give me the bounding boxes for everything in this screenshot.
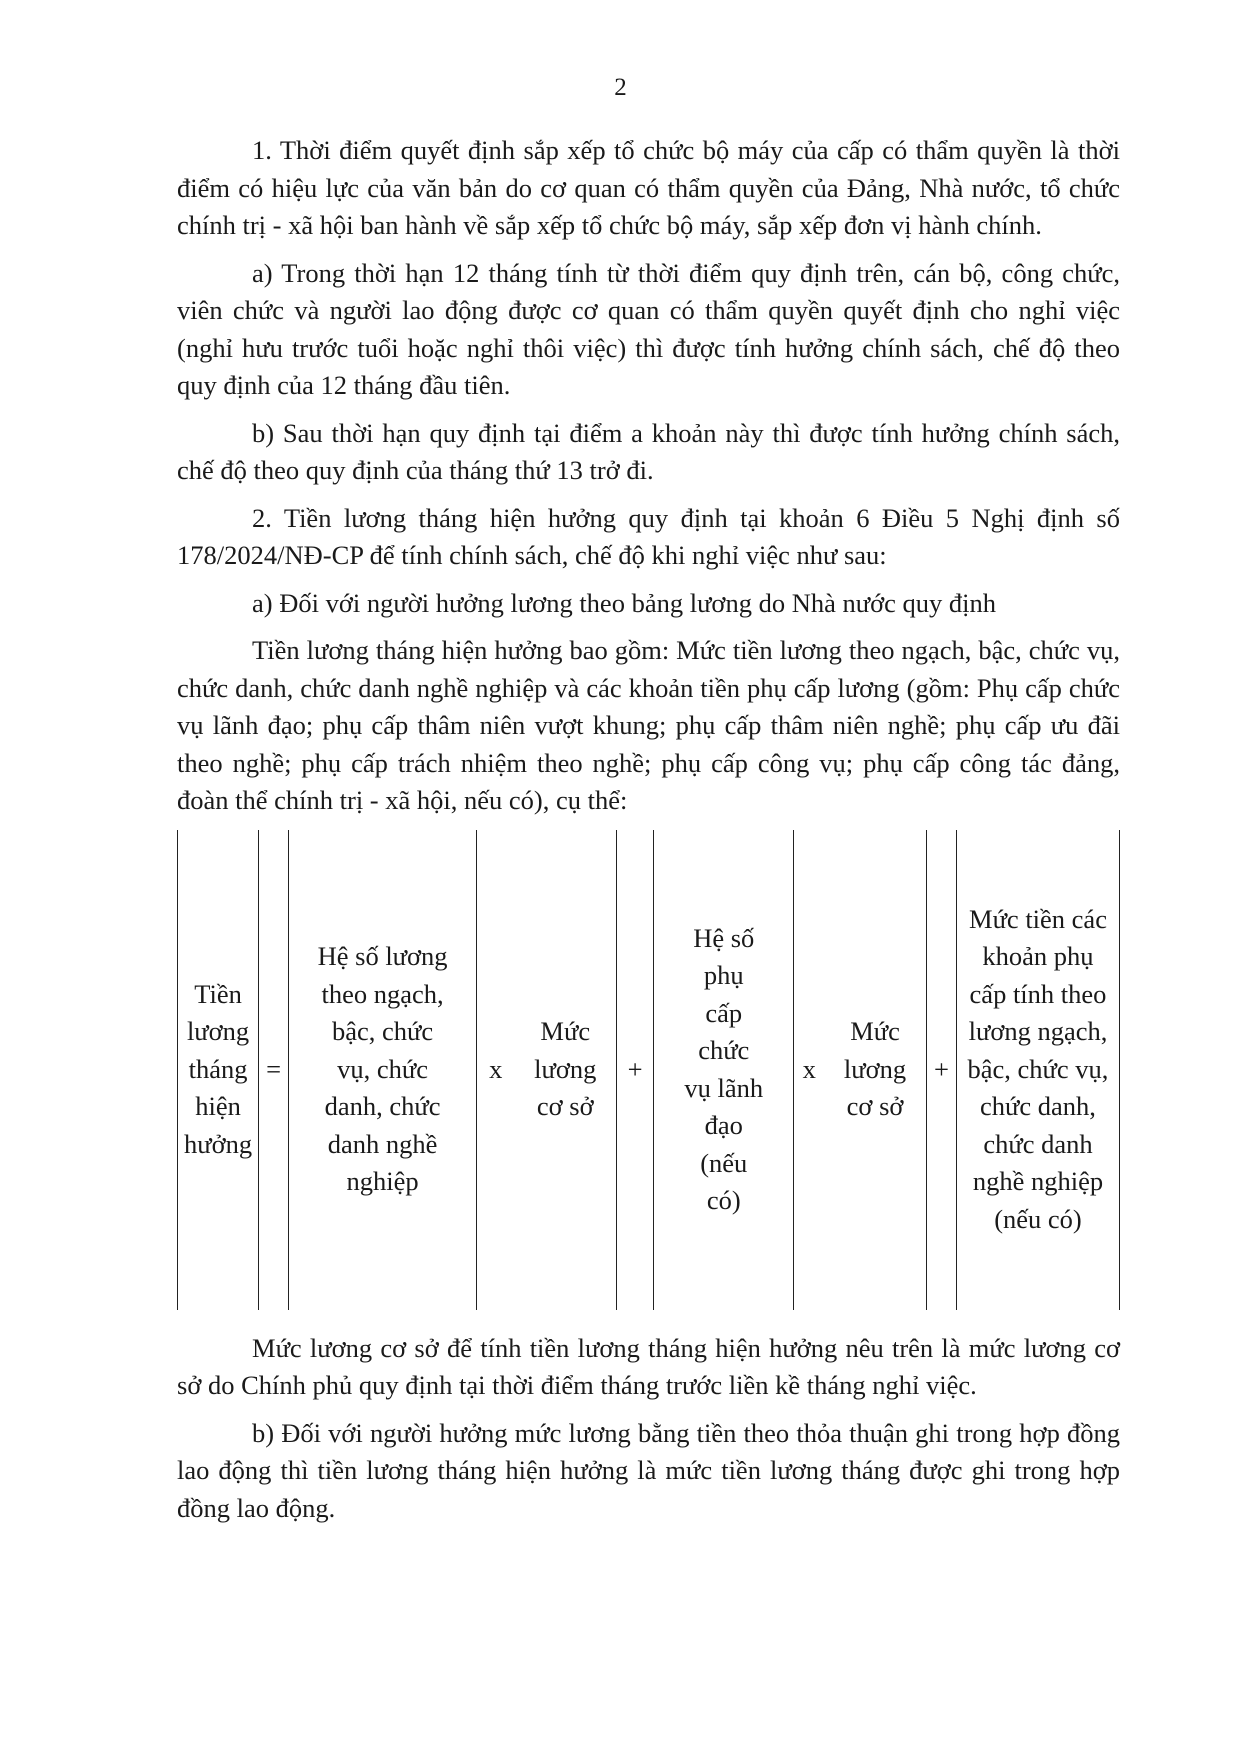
- paragraph-1: 1. Thời điểm quyết định sắp xếp tổ chức bộ máy của cấp có thẩm quyền là thời điểm có hiệu lực của văn bản do cơ quan có thẩm quyền của Đảng, Nhà nước, tổ chức chính trị - xã hội ban hành về sắp xếp tổ chức bộ máy, sắp xếp đơn vị hành chính.: [177, 135, 1120, 240]
- formula-coefficient-salary: Hệ số lương theo ngạch, bậc, chức vụ, chức danh, chức danh nghề nghiệp: [289, 830, 477, 1310]
- paragraph-1b: b) Sau thời hạn quy định tại điểm a khoản này thì được tính hưởng chính sách, chế độ theo quy định của tháng thứ 13 trở đi.: [177, 417, 1120, 485]
- formula-coefficient-allowance: Hệ số phụ cấp chức vụ lãnh đạo (nếu có): [654, 830, 794, 1310]
- formula-base-salary-2: Mức lương cơ sở: [824, 830, 927, 1310]
- paragraph-2: 2. Tiền lương tháng hiện hưởng quy định tại khoản 6 Điều 5 Nghị định số 178/2024/NĐ-CP để tính chính sách, chế độ khi nghỉ việc như sau:: [177, 502, 1120, 570]
- page-number: 2: [614, 74, 627, 101]
- formula-other-allowances: Mức tiền các khoản phụ cấp tính theo lương ngạch, bậc, chức vụ, chức danh, chức danh nghề nghiệp (nếu có): [957, 830, 1120, 1310]
- formula-times-2: x: [802, 1053, 816, 1084]
- paragraph-2a-description: Tiền lương tháng hiện hưởng bao gồm: Mức tiền lương theo ngạch, bậc, chức vụ, chức danh, chức danh nghề nghiệp và các khoản tiền phụ cấp lương (gồm: Phụ cấp chức vụ lãnh đạo; phụ cấp thâm niên vượt khung; phụ cấp thâm niên nghề; phụ cấp ưu đãi theo nghề; phụ cấp trách nhiệm theo nghề; phụ cấp công vụ; phụ cấp công tác đảng, đoàn thể chính trị - xã hội, nếu có), cụ thể:: [177, 635, 1120, 815]
- formula-result: Tiền lương tháng hiện hưởng: [178, 830, 259, 1310]
- paragraph-2a: a) Đối với người hưởng lương theo bảng lương do Nhà nước quy định: [252, 587, 996, 618]
- formula-times-1: x: [489, 1053, 503, 1084]
- formula-plus-1: +: [616, 830, 654, 1310]
- formula-base-salary-1: Mức lương cơ sở: [534, 1016, 597, 1122]
- paragraph-base-salary: Mức lương cơ sở để tính tiền lương tháng hiện hưởng nêu trên là mức lương cơ sở do Chính phủ quy định tại thời điểm tháng trước liền kề tháng nghỉ việc.: [177, 1332, 1120, 1400]
- formula-plus-2: +: [927, 830, 957, 1310]
- salary-formula: [177, 830, 1120, 1310]
- paragraph-1a: a) Trong thời hạn 12 tháng tính từ thời điểm quy định trên, cán bộ, công chức, viên chức và người lao động được cơ quan có thẩm quyền quyết định cho nghỉ việc (nghỉ hưu trước tuổi hoặc nghỉ thôi việc) thì được tính hưởng chính sách, chế độ theo quy định của 12 tháng đầu tiên.: [177, 257, 1120, 400]
- paragraph-2b: b) Đối với người hưởng mức lương bằng tiền theo thỏa thuận ghi trong hợp đồng lao động thì tiền lương tháng hiện hưởng là mức tiền lương tháng được ghi trong hợp đồng lao động.: [177, 1417, 1120, 1523]
- document-body: [177, 132, 1120, 1537]
- formula-equals: =: [259, 830, 289, 1310]
